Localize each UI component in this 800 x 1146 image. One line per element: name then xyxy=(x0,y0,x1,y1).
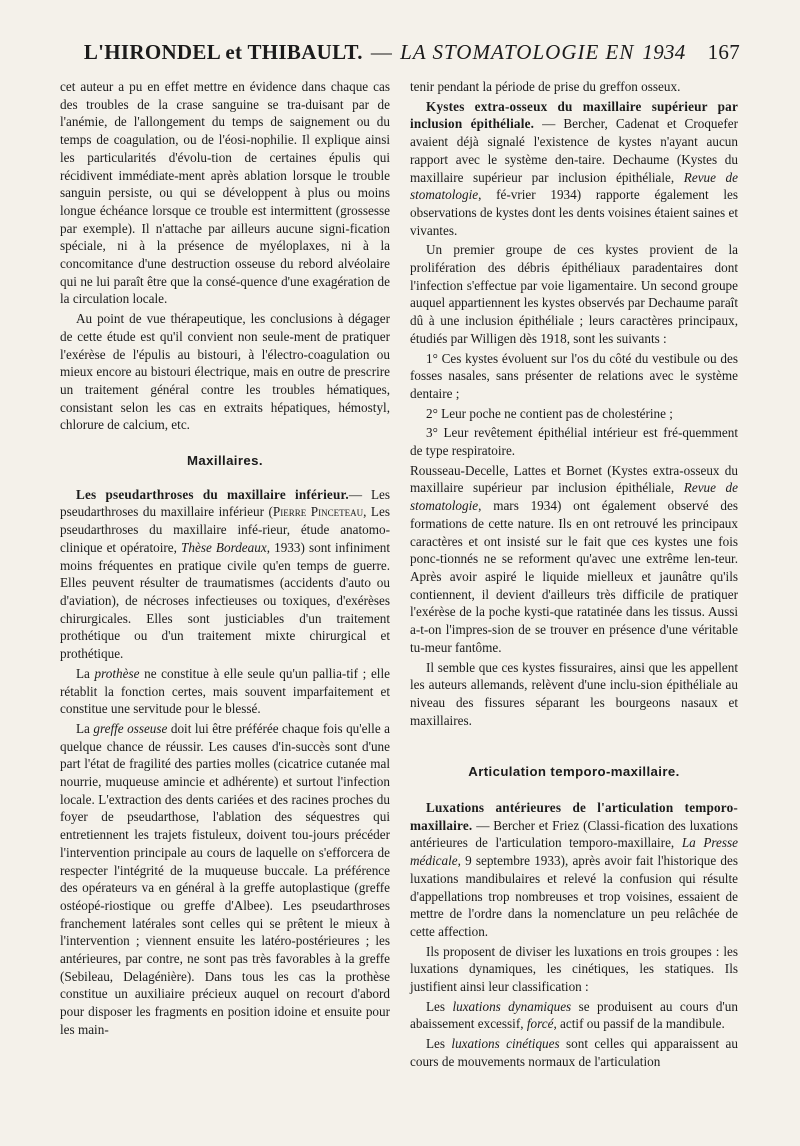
running-head-authors: L'HIRONDEL et THIBAULT. xyxy=(83,40,363,64)
paragraph-luxations-dynamiques: Les luxations dynamiques se produisent au cours d'un abaissement excessif, forcé, actif ou passif de la mandibule. xyxy=(410,998,738,1032)
running-head-year: 1934 xyxy=(642,40,686,64)
paragraph-greffe-osseuse: La greffe osseuse doit lui être préférée chaque fois qu'elle a quelque chance de réussir. Les causes d'in-succès sont d'une part l'état de fragilité des parties molles (cicatrice cutanée mal nourrie, muqueuse amincie et adhérente) et surtout l'infection locale. L'extraction des dents cariées et des racines proches du foyer de pseudarthose, l'ablation des séquestres qui entretiennent les trajets fistuleux, doivent tou-jours précéder l'intervention principale au cours de laquelle on s'efforcera de respecter l'intégrité de la muqueuse buccale. La préférence des opérateurs va en général à la greffe autoplastique (greffe ostéopé-riostique ou greffe d'Albee). Les pseudarthroses franchement latérales sont celles qui se prêtent le mieux à l'intervention ; viennent ensuite les latéro-postérieures ; les antérieures, par contre, ne sont pas très favorables à la greffe (Sebileau, Delagénière). Dans tous les cas la prothèse constitue un auxiliaire précieux auquel on recourt d'abord pour disposer les fragments en position idoine et ensuite pour les main- xyxy=(60,720,390,1037)
right-column xyxy=(410,78,738,1071)
article-title-pseudarthroses: Les pseudarthroses du maxillaire inférieur. xyxy=(76,486,349,502)
paragraph-epulis-continued: cet auteur a pu en effet mettre en évidence dans chaque cas des troubles de la crase sanguine se tra-duisant par de l'anémie, de l'allongement du temps de saignement ou du temps de coagulation, ou de l'éosi-nophilie. Il explique ainsi les particularités d'évolu-tion de certaines épulis qui récidivent immédiate-ment après ablation lorsque le trouble sanguin persiste, ou qui se développent à plus ou moins longue échéance lorsque ce trouble est intermittent (grossesse par exemple). Il n'attache par ailleurs aucune signi-fication spéciale, ni à la présence de myéloplaxes, ni à la concomitance d'une destruction osseuse du rebord alvéolaire qui ne lui paraît être que la consé-quence d'une exagération de la circulation locale. xyxy=(60,79,390,307)
paragraph-kystes: Kystes extra-osseux du maxillaire supérieur par inclusion épithéliale. — Bercher, Cadenat et Croquefer avaient déjà signalé l'existence de kystes n'ayant aucun rapport avec le système den-taire. Dechaume (Kystes du maxillaire supérieur par inclusion épithéliale, Revue de stomatologie, fé-vrier 1934) rapporte également les observations de kystes dont les dents voisines étaient saines et vivantes. xyxy=(410,98,739,238)
source-citation: Revue de stomatologie xyxy=(410,480,739,514)
paragraph-prothese: La prothèse ne constitue à elle seule qu'un pallia-tif ; elle rétablit la fonction certes, mais souvent imparfaitement et constitue une servitude pour le blessé. xyxy=(60,665,390,717)
running-head xyxy=(60,40,740,74)
paragraph-luxations: Luxations antérieures de l'articulation temporo-maxillaire. — Bercher et Friez (Classi-fication des luxations antérieures de l'articulation temporo-maxillaire, La Presse médicale, 9 septembre 1933), après avoir fait l'historique des luxations mandibulaires et relevé la confusion qui résulte d'appellations trop nombreuses et trop voisines, essaient de mettre de l'ordre dans la nomenclature un peu relâchée de cette affection. xyxy=(410,800,738,939)
term-prothese: prothèse xyxy=(94,665,140,681)
left-column xyxy=(60,78,390,1039)
page-number: 167 xyxy=(707,40,740,64)
article-title-kystes: Kystes extra-osseux du maxillaire supérieur par inclusion épithéliale. xyxy=(410,98,738,132)
paragraph-therapeutic: Au point de vue thérapeutique, les conclusions à dégager de cette étude est qu'il convient non seule-ment de pratiquer l'exérèse de l'épulis au bistouri, à l'électro-coagulation ou mieux encore au bistouri électrique, mais en outre de prescrire un traitement général contre les troubles hématiques, consistant selon les cas en extraits hépatiques, hémostyl, chlorure de calcium, etc. xyxy=(60,311,390,433)
term-luxations-cinetiques: luxations cinétiques xyxy=(451,1036,560,1052)
running-head-journal-title: LA STOMATOLOGIE EN xyxy=(400,40,635,64)
paragraph-kystes-fissuraires: Il semble que ces kystes fissuraires, ainsi que les appellent les auteurs allemands, relèvent d'une inclu-sion épithéliale au niveau des fissures séparant les bourgeons nasaux et maxillaires. xyxy=(410,659,738,728)
article-title-luxations: Luxations antérieures de l'articulation temporo-maxillaire. xyxy=(410,800,738,833)
list-item: 1° Ces kystes évoluent sur l'os du côté du vestibule ou des fosses nasales, sans présenter de relations avec le système dentaire ; xyxy=(410,350,738,401)
paragraph-pseudarthroses: Les pseudarthroses du maxillaire inférieur.— Les pseudarthroses du maxillaire inférieur (Pierre Pinceteau, Les pseudarthroses du maxillaire infé-rieur, étude anatomo-clinique et opératoire, Thèse Bordeaux, 1933) sont infiniment moins fréquentes en pratique civile qu'en temps de guerre. Elles peuvent résulter de traumatismes (accidents d'auto ou d'aviation), de nécroses infectieuses ou toxiques, d'exérèses chirurgicales. Elles sont justiciables d'un traitement prothétique ou d'un traitement mixte chirurgical et prothétique. xyxy=(60,486,390,662)
list-item: 2° Leur poche ne contient pas de cholestérine ; xyxy=(426,405,673,421)
paragraph-luxations-cinetiques: Les luxations cinétiques sont celles qui apparaissent au cours de mouvements normaux de l'articulation xyxy=(410,1036,738,1069)
paragraph-rousseau-decelle: Rousseau-Decelle, Lattes et Bornet (Kystes extra-osseux du maxillaire supérieur par inclusion épithéliale, Revue de stomatologie, mars 1934) ont également observé des formations de cette nature. Ils en ont retrouvé les principaux caractères et ont insisté sur le fait que ces kystes une fois ponc-tionnés ne se reforment qu'avec une extrême len-teur. Après avoir aspiré le liquide mielleux et jaunâtre qu'ils contiennent, il devient d'ailleurs très difficile de pratiquer l'exérèse de la poche kysti-que ratatinée dans les tissus. Aussi a-t-on l'impres-sion de se trouver en présence d'une véritable tu-meur fantôme. xyxy=(410,462,739,655)
paragraph-continuation: tenir pendant la période de prise du greffon osseux. xyxy=(410,79,681,94)
source-citation: Revue de stomatologie xyxy=(410,169,739,203)
paragraph-kystes-groups: Un premier groupe de ces kystes provient de la prolifération des débris épithéliaux paradentaires dont l'infection s'effectue par voie ligamentaire. Un second groupe auquel appartiennent les kystes observés par Dechaume paraît dû à une inclusion épithéliale ; leurs caractères principaux, étudiés par Willigen dès 1918, sont les suivants : xyxy=(410,242,738,346)
term-force: forcé xyxy=(526,1016,554,1032)
term-luxations-dynamiques: luxations dynamiques xyxy=(452,998,572,1014)
term-greffe-osseuse: greffe osseuse xyxy=(93,720,168,736)
paragraph-classification: Ils proposent de diviser les luxations en trois groupes : les luxations dynamiques, les cinétiques, les statiques. Ils justifient ainsi leur classification : xyxy=(410,943,738,995)
source-citation: La Presse médicale xyxy=(410,835,738,869)
section-heading-articulation: Articulation temporo-maxillaire. xyxy=(468,764,680,780)
running-head-dash: — xyxy=(370,40,393,64)
list-item: 3° Leur revêtement épithélial intérieur est fré-quemment de type respiratoire. xyxy=(410,425,738,459)
section-heading-maxillaires: Maxillaires. xyxy=(187,453,263,469)
author-name: Pierre Pinceteau xyxy=(272,504,364,520)
source-citation: Thèse Bordeaux xyxy=(181,539,267,555)
